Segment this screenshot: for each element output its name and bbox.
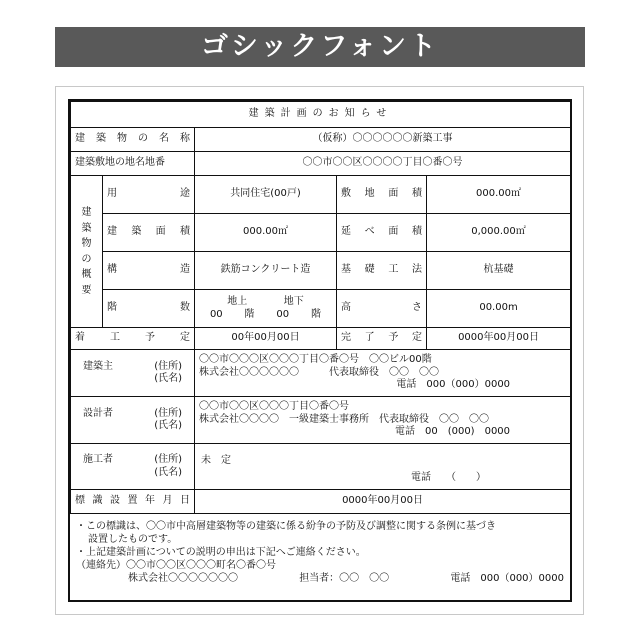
contractor-addr-label: (住所) — [154, 454, 182, 465]
notes-section — [70, 517, 570, 602]
foundation-value: 杭基礎 — [427, 252, 571, 290]
floors-below-count: 00 — [276, 308, 290, 320]
floors-unit: 階 — [244, 308, 255, 320]
contractor-label: 施工者 — [83, 454, 113, 465]
building-name-label: 建 築 物 の 名 称 — [71, 128, 195, 152]
site-address-label: 建築敷地の地名地番 — [71, 152, 195, 176]
start-label: 着 工 予 定 — [71, 328, 195, 350]
floors-label: 階 数 — [103, 290, 195, 328]
height-value: 00.00m — [427, 290, 571, 328]
floors-above-label: 地上 — [227, 296, 248, 307]
designer-name-label: (氏名) — [154, 420, 182, 431]
floors-below-label: 地下 — [283, 296, 304, 307]
owner-label-cell — [71, 350, 195, 397]
height-label: 高 さ — [337, 290, 427, 328]
overview-label: 建 築 物 の 概 要 — [71, 176, 103, 328]
contractor-undecided: 未 定 — [201, 455, 231, 466]
foundation-label: 基 礎 工 法 — [337, 252, 427, 290]
note-line-2: 設置したものです。 — [88, 534, 178, 545]
construction-notice-sign — [68, 99, 572, 602]
site-area-label: 敷 地 面 積 — [337, 176, 427, 214]
note-line-3: ・上記建築計画についての説明の申出は下記へご連絡ください。 — [76, 547, 366, 558]
start-value: 00年00月00日 — [195, 328, 337, 350]
contact-company: 株式会社〇〇〇〇〇〇〇 — [128, 573, 238, 584]
end-label: 完 了 予 定 — [337, 328, 427, 350]
designer-phone: 電話 00 (000) 0000 — [394, 426, 511, 438]
owner-name: 株式会社〇〇〇〇〇〇 代表取締役 〇〇 〇〇 — [199, 366, 439, 378]
designer-addr-label: (住所) — [154, 407, 182, 419]
floor-area-value: 0,000.00㎡ — [427, 214, 571, 252]
contractor-label-cell — [71, 444, 195, 490]
designer-name: 株式会社〇〇〇〇 一級建築士事務所 代表取締役 〇〇 〇〇 — [199, 413, 489, 425]
owner-label: 建築主 — [83, 360, 113, 372]
floor-area-label: 延 べ 面 積 — [337, 214, 427, 252]
contractor-name-label: (氏名) — [154, 466, 182, 478]
designer-address: 〇〇市〇〇区〇〇〇丁目〇番〇号 — [199, 401, 349, 413]
contractor-phone: 電話 （ ） — [411, 471, 487, 483]
owner-phone: 電話 000（000）0000 — [396, 379, 511, 391]
designer-label-cell — [71, 397, 195, 444]
posted-date-value: 0000年00月00日 — [195, 490, 571, 514]
notice-table — [70, 101, 571, 514]
building-area-label: 建 築 面 積 — [103, 214, 195, 252]
building-name-value: （仮称）〇〇〇〇〇〇新築工事 — [195, 128, 571, 152]
floors-above-count: 00 — [209, 308, 223, 320]
owner-value — [195, 350, 571, 397]
contact-phone: 電話 000（000）0000 — [450, 573, 564, 584]
end-value: 0000年00月00日 — [427, 328, 571, 350]
designer-value — [195, 397, 571, 444]
font-style-banner: ゴシックフォント — [55, 27, 585, 67]
building-area-value: 000.00㎡ — [195, 214, 337, 252]
posted-date-label: 標 識 設 置 年 月 日 — [71, 490, 195, 514]
usage-label: 用 途 — [103, 176, 195, 214]
structure-value: 鉄筋コンクリート造 — [195, 252, 337, 290]
owner-address: 〇〇市〇〇〇区〇〇〇丁目〇番〇号 〇〇ビル00階 — [199, 354, 432, 366]
note-line-4: （連絡先）〇〇市〇〇区〇〇〇町名〇番〇号 — [76, 560, 276, 571]
owner-addr-label: (住所) — [154, 360, 182, 372]
site-area-value: 000.00㎡ — [427, 176, 571, 214]
floors-unit-2: 階 — [311, 308, 322, 320]
usage-value: 共同住宅(00戸) — [195, 176, 337, 214]
structure-label: 構 造 — [103, 252, 195, 290]
note-line-1: ・この標識は、〇〇市中高層建築物等の建築に係る紛争の予防及び調整に関する条例に基づき — [76, 521, 496, 532]
contractor-value — [195, 444, 571, 490]
contact-person: 担当者：〇〇 〇〇 — [299, 573, 390, 584]
owner-name-label: (氏名) — [154, 373, 182, 384]
designer-label: 設計者 — [83, 407, 113, 419]
sign-title: 建築計画のお知らせ — [71, 102, 571, 128]
site-address-value: 〇〇市〇〇区〇〇〇〇丁目〇番〇号 — [195, 152, 571, 176]
floors-value — [195, 290, 337, 328]
